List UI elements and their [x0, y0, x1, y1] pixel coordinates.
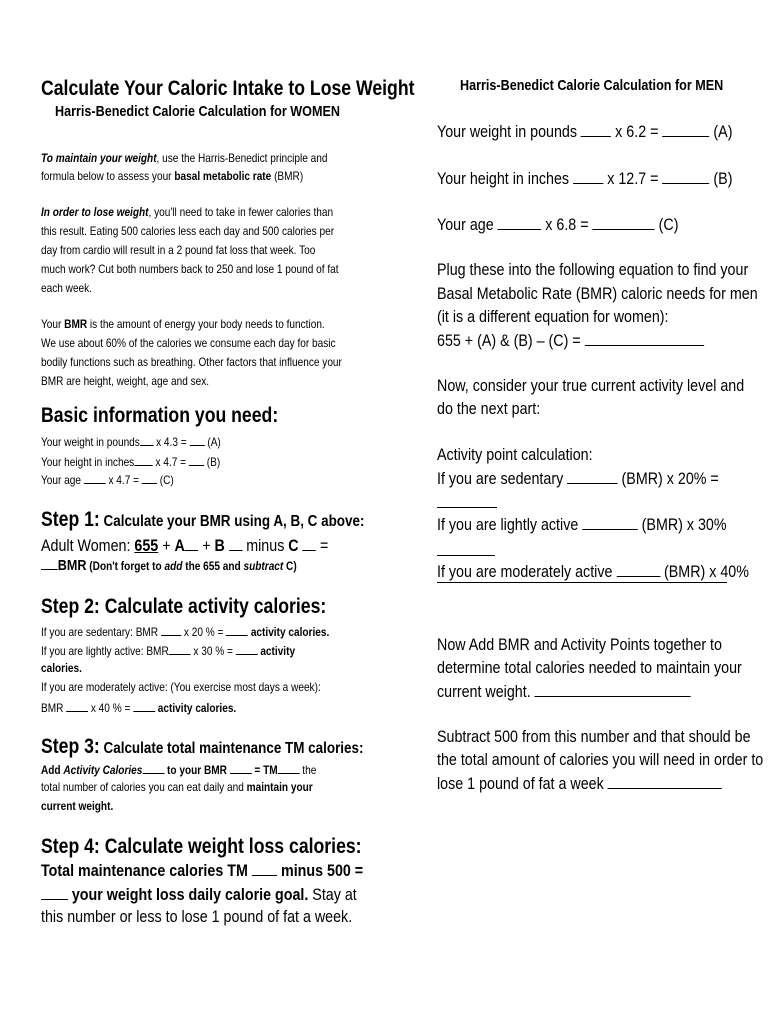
light-blank-line [437, 555, 495, 556]
step2-light: If you are lightly active: BMR x 30 % = activity [41, 644, 296, 658]
men-sedentary-line: If you are sedentary (BMR) x 20% = [437, 469, 719, 488]
women-subtitle: Harris-Benedict Calorie Calculation for WOMEN [55, 103, 340, 120]
men-height-line: Your height in inches x 12.7 = (B) [437, 169, 733, 188]
subtract-line-3: lose 1 pound of fat a week [437, 774, 722, 792]
step3-line-4: current weight. [41, 799, 114, 813]
men-heading: Harris-Benedict Calorie Calculation for MEN [460, 77, 724, 94]
step3-heading: Step 3: Calculate total maintenance TM calories: [41, 735, 364, 758]
bmr-line-1: Your BMR is the amount of energy your body needs to function. [41, 317, 325, 331]
bmr-line-2: We use about 60% of the calories we consume each day for basic [41, 336, 336, 350]
basic-info-heading: Basic information you need: [41, 404, 279, 427]
bmr-line-4: BMR are height, weight, age and sex. [41, 374, 210, 388]
subtract-line-2: the total amount of calories you will need in order to [437, 750, 764, 769]
plug-line-3: (it is a different equation for women): [437, 307, 669, 326]
lose-line-1: In order to lose weight, you'll need to take in fewer calories than [41, 205, 334, 219]
plug-line-2: Basal Metabolic Rate (BMR) caloric needs for men [437, 284, 758, 303]
step4-heading: Step 4: Calculate weight loss calories: [41, 835, 362, 858]
consider-line-2: do the next part: [437, 399, 541, 418]
step4-line-3: your weight loss daily calorie goal. Stay at [41, 885, 357, 903]
women-weight-line: Your weight in pounds x 4.3 = (A) [41, 435, 221, 449]
women-age-line: Your age x 4.7 = (C) [41, 473, 174, 487]
plug-line-1: Plug these into the following equation to find your [437, 260, 749, 279]
activity-heading: Activity point calculation: [437, 445, 593, 464]
step2-moderate-formula: BMR x 40 % = activity calories. [41, 701, 237, 715]
step3-line-3: total number of calories you can eat daily and maintain your [41, 780, 313, 794]
maintain-line-2: formula below to assess your basal metabolic rate (BMR) [41, 169, 304, 183]
step2-sedentary: If you are sedentary: BMR x 20 % = activity calories. [41, 625, 330, 639]
subtract-line-1: Subtract 500 from this number and that should be [437, 727, 751, 746]
lose-line-3: day from cardio will result in a 2 pound fat loss that week. Too [41, 243, 316, 257]
men-moderate-line: If you are moderately active (BMR) x 40% [437, 562, 749, 581]
consider-line-1: Now, consider your true current activity level and [437, 376, 745, 395]
step2-moderate: If you are moderately active: (You exercise most days a week): [41, 680, 321, 694]
step4-line-4: this number or less to lose 1 pound of fat a week. [41, 907, 353, 926]
lose-line-4: much work? Cut both numbers back to 250 and lose 1 pound of fat [41, 262, 339, 276]
step1-formula: Adult Women: 655 + A + B minus C = [41, 536, 329, 555]
add-line-2: determine total calories needed to maintain your [437, 658, 742, 677]
men-weight-line: Your weight in pounds x 6.2 = (A) [437, 122, 733, 141]
maintain-line-1: To maintain your weight, use the Harris-Benedict principle and [41, 151, 328, 165]
add-line-1: Now Add BMR and Activity Points together to [437, 635, 722, 654]
step1-bmr-line: BMR (Don't forget to add the 655 and subtract C) [41, 558, 297, 573]
step1-heading: Step 1: Calculate your BMR using A, B, C above: [41, 508, 365, 531]
women-height-line: Your height in inches x 4.7 = (B) [41, 455, 221, 469]
sedentary-blank-line [437, 507, 497, 508]
main-title: Calculate Your Caloric Intake to Lose Weight [41, 77, 415, 100]
step4-line-2: Total maintenance calories TM minus 500 = [41, 861, 364, 880]
lose-line-2: this result. Eating 500 calories less each day and 500 calories per [41, 224, 335, 238]
moderate-underline [437, 582, 727, 583]
step2-heading: Step 2: Calculate activity calories: [41, 595, 327, 618]
step2-calories: calories. [41, 661, 82, 675]
lose-line-5: each week. [41, 281, 92, 295]
add-line-3: current weight. [437, 682, 691, 700]
men-age-line: Your age x 6.8 = (C) [437, 215, 679, 234]
plug-line-4: 655 + (A) & (B) – (C) = [437, 331, 704, 349]
men-light-line: If you are lightly active (BMR) x 30% [437, 515, 727, 534]
step3-line-2: Add Activity Calories to your BMR = TM the [41, 763, 317, 777]
bmr-line-3: bodily functions such as breathing. Other factors that influence your [41, 355, 342, 369]
